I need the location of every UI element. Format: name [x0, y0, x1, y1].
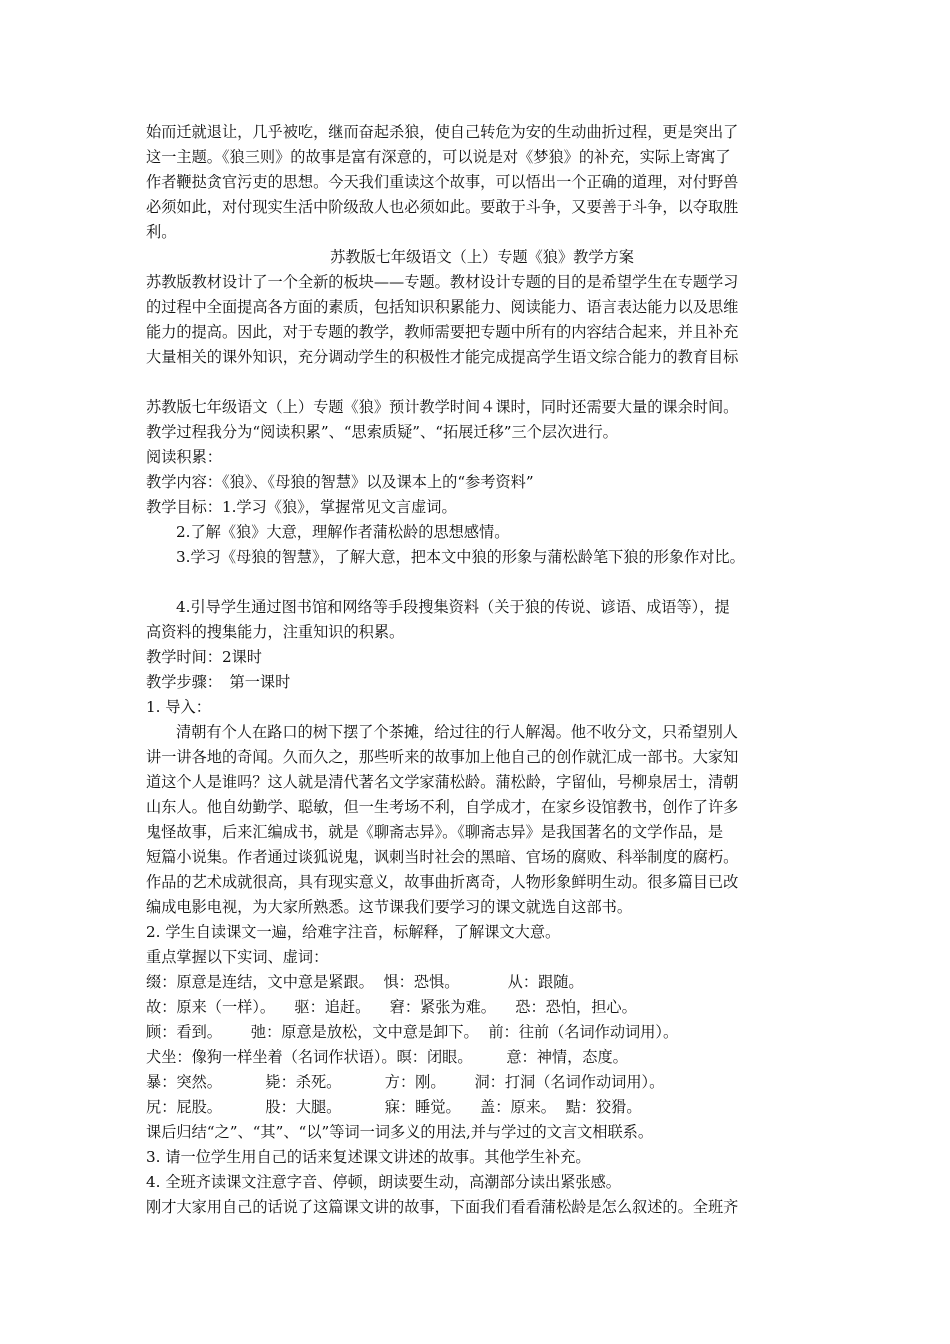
- closing-line: 刚才大家用自己的话说了这篇课文讲的故事，下面我们看看蒲松龄是怎么叙述的。全班齐: [146, 1198, 739, 1216]
- section-reading: 阅读积累：: [146, 448, 222, 466]
- text-line: 利。: [146, 223, 177, 241]
- teaching-goal-3: 3.学习《母狼的智慧》，了解大意，把本文中狼的形象与蒲松龄笔下狼的形象作对比。: [176, 548, 745, 566]
- overview-paragraph: [146, 270, 818, 370]
- vocab-list: [146, 970, 818, 1120]
- vocab-line: 缀：原意是连结，文中意是紧跟。 惧：恐惧。 从：跟随。: [146, 973, 584, 991]
- text-line: 的过程中全面提高各方面的素质，包括知识积累能力、阅读能力、语言表达能力以及思维: [146, 298, 739, 316]
- vocab-heading: 重点掌握以下实词、虚词：: [146, 948, 329, 966]
- teaching-steps: 教学步骤： 第一课时: [146, 673, 291, 691]
- intro-story-paragraph: [146, 720, 818, 920]
- vocab-line: 故：原来（一样）。 驱：追赶。 窘：紧张为难。 恐：恐怕，担心。: [146, 998, 637, 1016]
- teaching-time: 教学时间：2课时: [146, 648, 262, 666]
- text-line: 鬼怪故事，后来汇编成书，就是《聊斋志异》。《聊斋志异》是我国著名的文学作品，是: [146, 823, 724, 841]
- step-2-heading: 2. 学生自读课文一遍，给难字注音，标解释，了解课文大意。: [146, 923, 561, 941]
- text-line: 能力的提高。因此，对于专题的教学，教师需要把专题中所有的内容结合起来，并且补充: [146, 323, 739, 341]
- text-line: 作品的艺术成就很高，具有现实意义，故事曲折离奇，人物形象鲜明生动。很多篇目已改: [146, 873, 739, 891]
- text-line: 4.引导学生通过图书馆和网络等手段搜集资料（关于狼的传说、谚语、成语等），提: [176, 598, 730, 616]
- vocab-line: 暴：突然。 毙：杀死。 方：刚。 洞：打洞（名词作动词用）。: [146, 1073, 665, 1091]
- plan-levels: 教学过程我分为“阅读积累”、“思索质疑”、“拓展迁移”三个层次进行。: [146, 423, 618, 441]
- text-line: 编成电影电视，为大家所熟悉。这节课我们要学习的课文就选自这部书。: [146, 898, 632, 916]
- text-line: 苏教版教材设计了一个全新的板块——专题。教材设计专题的目的是希望学生在专题学习: [146, 273, 739, 291]
- step-1-heading: 1. 导入：: [146, 698, 211, 716]
- vocab-line: 顾：看到。 弛：原意是放松，文中意是卸下。 前：往前（名词作动词用）。: [146, 1023, 679, 1041]
- text-line: 这一主题。《狼三则》的故事是富有深意的，可以说是对《梦狼》的补充，实际上寄寓了: [146, 148, 731, 166]
- text-line: 山东人。他自幼勤学、聪敏，但一生考场不利，自学成才，在家乡设馆教书，创作了许多: [146, 798, 739, 816]
- teaching-content: 教学内容：《狼》、《母狼的智慧》以及课本上的“参考资料”: [146, 473, 534, 491]
- text-line: 大量相关的课外知识，充分调动学生的积极性才能完成提高学生语文综合能力的教育目标: [146, 348, 739, 366]
- text-line: 清朝有个人在路口的树下摆了个茶摊，给过往的行人解渴。他不收分文，只希望别人: [176, 723, 738, 741]
- text-line: 高资料的搜集能力，注重知识的积累。: [146, 623, 405, 641]
- plan-time: 苏教版七年级语文（上）专题《狼》预计教学时间４课时，同时还需要大量的课余时间。: [146, 398, 739, 416]
- text-line: 作者鞭挞贪官污吏的思想。今天我们重读这个故事，可以悟出一个正确的道理，对付野兽: [146, 173, 739, 191]
- text-line: 必须如此，对付现实生活中阶级敌人也必须如此。要敢于斗争，又要善于斗争，以夺取胜: [146, 198, 739, 216]
- step-3-heading: 3. 请一位学生用自己的话来复述课文讲述的故事。其他学生补充。: [146, 1148, 591, 1166]
- summary-line: 课后归结“之”、“其”、“以”等词一词多义的用法,并与学过的文言文相联系。: [146, 1123, 654, 1141]
- vocab-line: 犬坐：像狗一样坐着（名词作状语）。暝：闭眼。 意：神情，态度。: [146, 1048, 628, 1066]
- text-line: 始而迁就退让，几乎被吃，继而奋起杀狼，使自己转危为安的生动曲折过程，更是突出了: [146, 123, 739, 141]
- intro-paragraph: [146, 120, 818, 245]
- document-page: [146, 120, 818, 1220]
- teaching-goal-4: [146, 595, 818, 645]
- blank-line: [146, 370, 818, 395]
- text-line: 短篇小说集。作者通过谈狐说鬼，讽刺当时社会的黑暗、官场的腐败、科举制度的腐朽。: [146, 848, 739, 866]
- teaching-goal-2: 2.了解《狼》大意，理解作者蒲松龄的思想感情。: [176, 523, 510, 541]
- text-line: 道这个人是谁吗？这人就是清代著名文学家蒲松龄。蒲松龄，字留仙，号柳泉居士，清朝: [146, 773, 739, 791]
- blank-line: [146, 570, 818, 595]
- step-4-heading: 4. 全班齐读课文注意字音、停顿，朗读要生动，高潮部分读出紧张感。: [146, 1173, 621, 1191]
- vocab-line: 尻：屁股。 股：大腿。 寐：睡觉。 盖：原来。 黠：狡猾。: [146, 1098, 642, 1116]
- document-title: 苏教版七年级语文（上）专题《狼》教学方案: [330, 248, 634, 266]
- teaching-goal-1: 教学目标：1.学习《狼》，掌握常见文言虚词。: [146, 498, 457, 516]
- text-line: 讲一讲各地的奇闻。久而久之，那些听来的故事加上他自己的创作就汇成一部书。大家知: [146, 748, 739, 766]
